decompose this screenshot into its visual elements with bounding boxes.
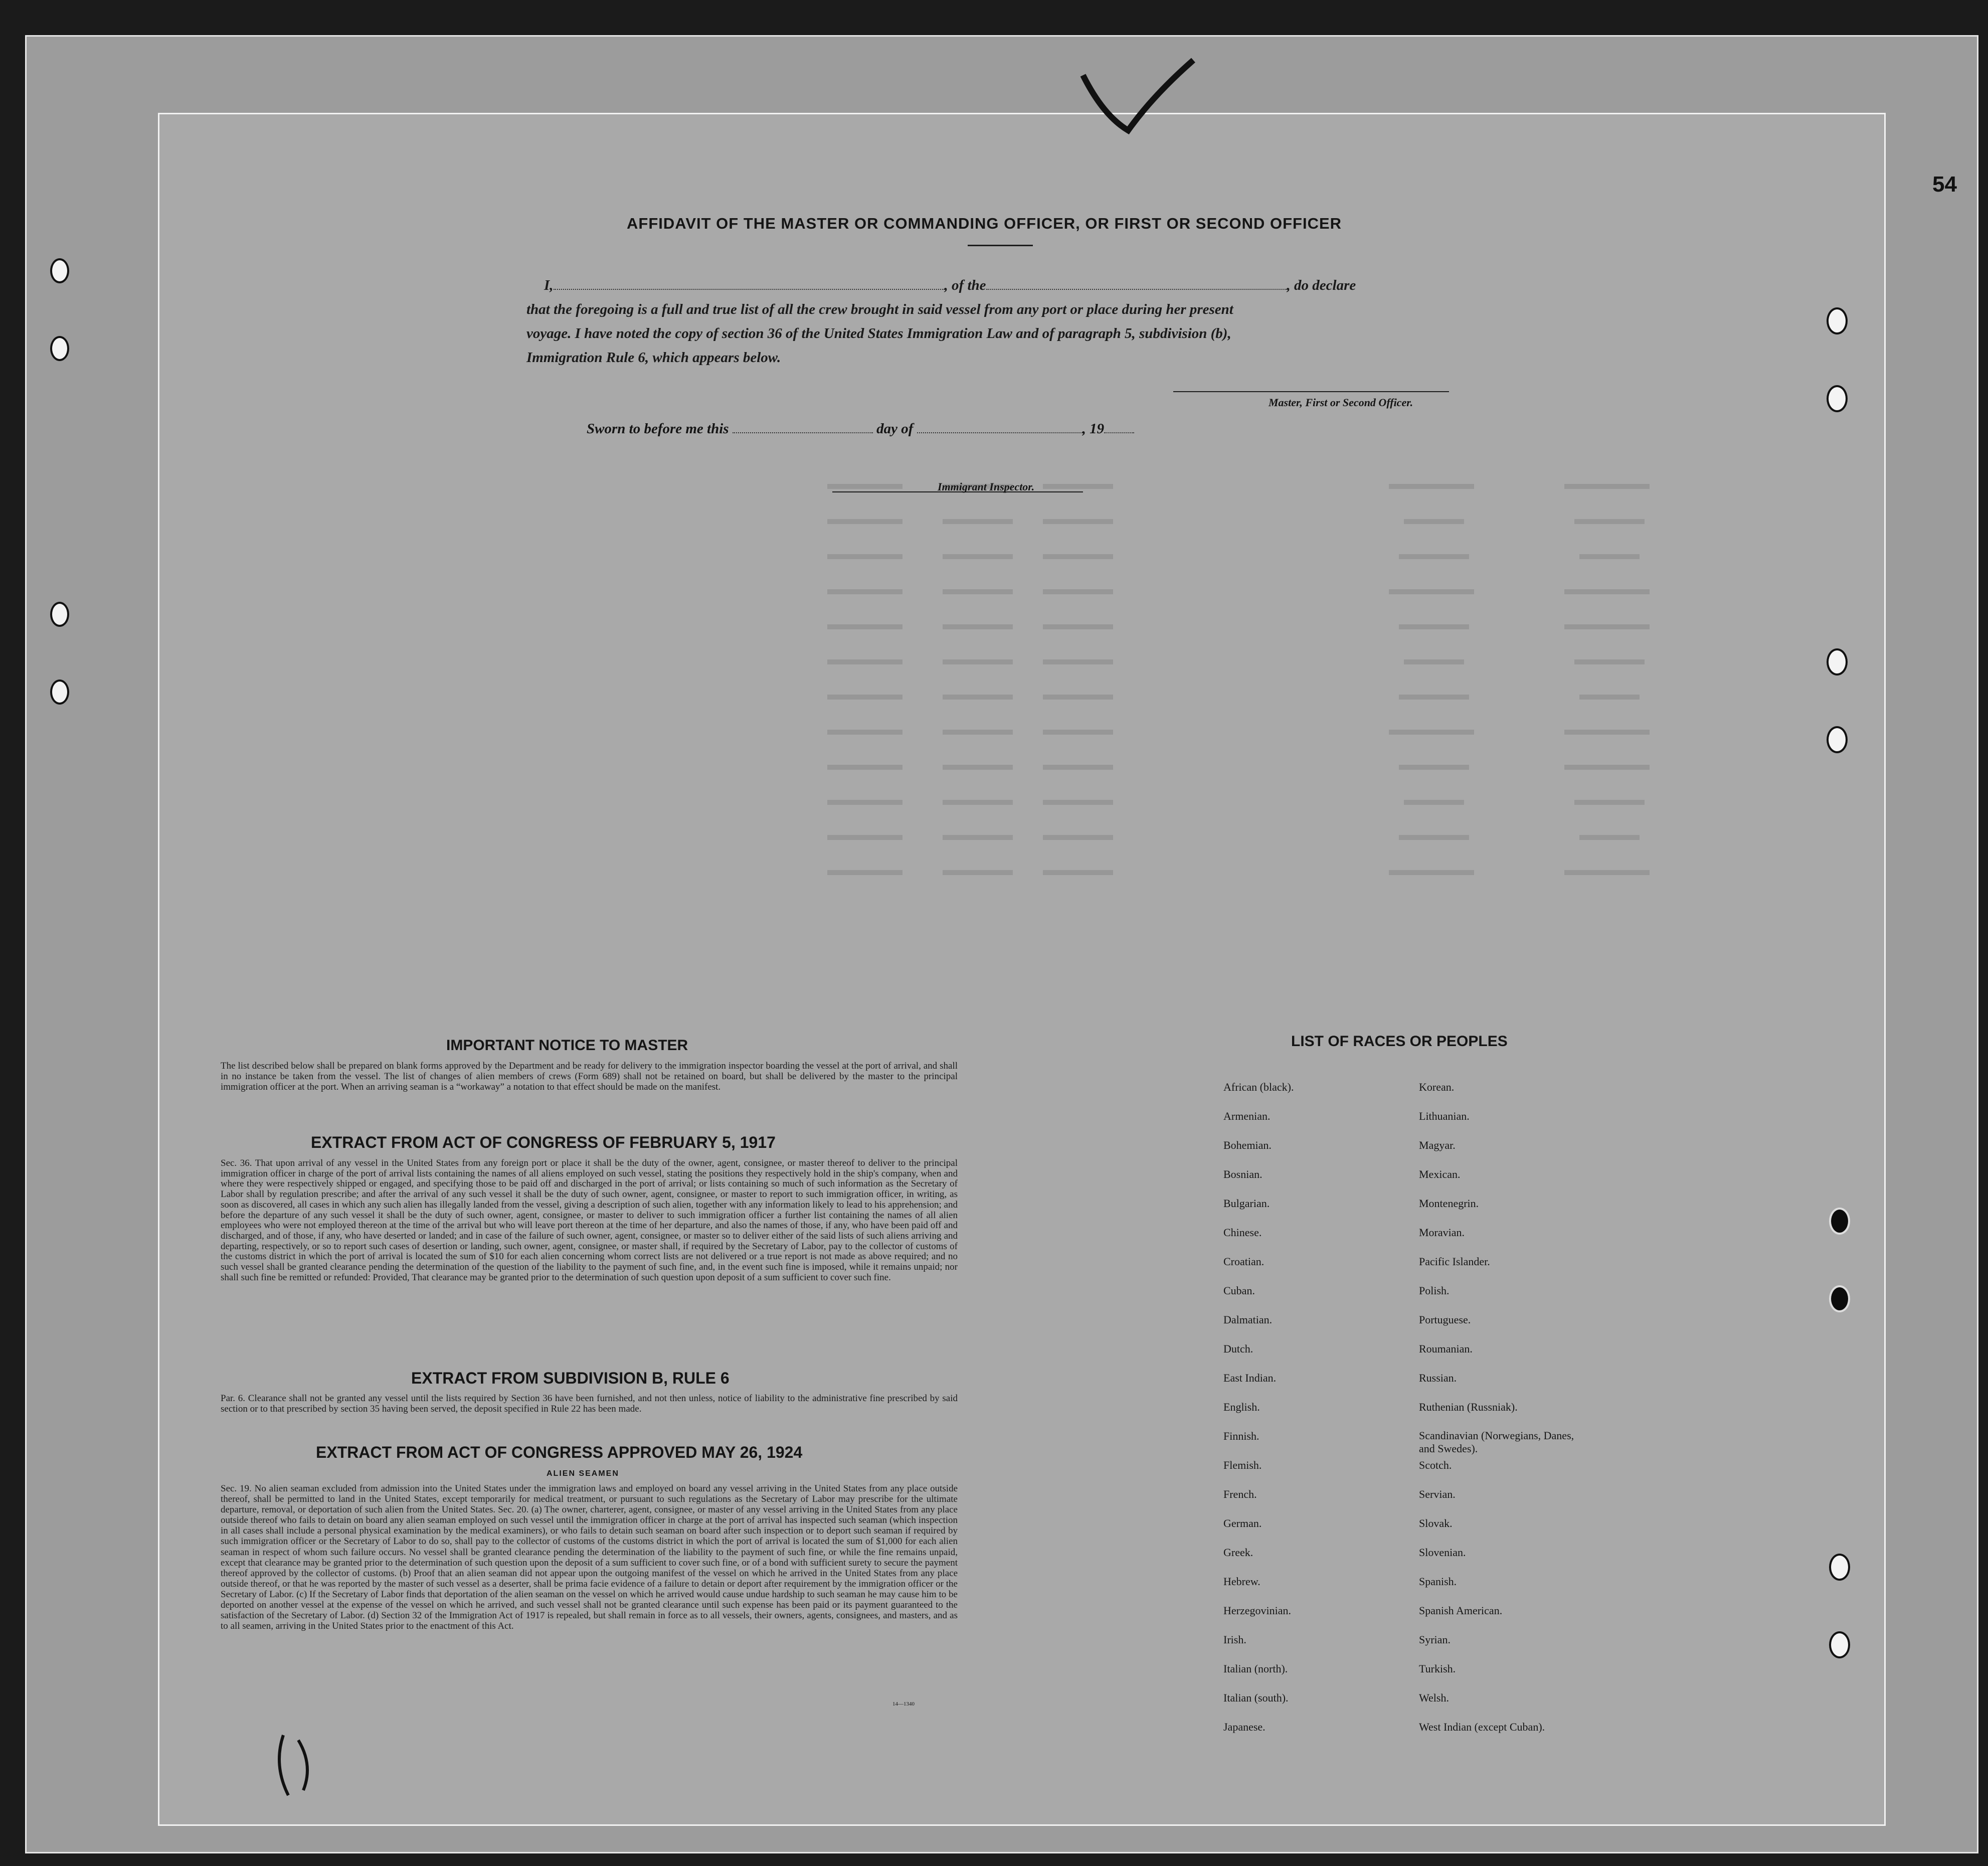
race-item: Welsh.	[1419, 1691, 1449, 1704]
sworn-day-blank[interactable]	[733, 420, 873, 433]
race-item: Russian.	[1419, 1372, 1457, 1384]
declaration-i: I,	[544, 277, 554, 293]
race-item: Spanish American.	[1419, 1604, 1503, 1617]
race-item: Bohemian.	[1223, 1139, 1272, 1151]
race-item: Irish.	[1223, 1633, 1246, 1646]
race-item: German.	[1223, 1517, 1262, 1530]
extract-1924-text: Sec. 19. No alien seaman excluded from admission into the United States under the immigration laws and employed on board any vessel arriving in the United States from any place outside thereof, shall be permitted to land in the United States, except temporarily for medical treatment, or pursuant to such regulations as the Secretary of Labor may prescribe for the ultimate departure, removal, or deportation of such alien from the United States. Sec. 20. (a) The owner, charterer, agent, consignee, or master of any vessel arriving in the United States from any place outside thereof who fails to detain on board any alien seaman employed on such vessel until the immigration officer in charge at the port of arrival has inspected such seaman (which inspection in all cases shall include a personal physical examination by the medical examiners), or who fails to detain such seaman on board after such inspection or to deport such seaman if required by such immigration officer or the Secretary of Labor to do so, shall pay to the collector of customs of the customs district in which the port of arrival is located the sum of $1,000 for each alien seaman in respect of whom such failure occurs. No vessel shall be granted clearance pending the determination of the liability to the payment of such fine, or while the fine remains unpaid, except that clearance may be granted prior to the determination of such question upon the deposit of a sum sufficient to cover such fine, or of a bond with sufficient surety to secure the payment thereof approved by the collector of customs. (b) Proof that an alien seaman did not appear upon the outgoing manifest of the vessel on which he arrived in the United States from any place outside thereof, or that he was reported by the master of such vessel as a deserter, shall be prima facie evidence of a failure to detain or deport after requirement by the immigration officer or the Secretary of Labor. (c) If the Secretary of Labor finds that deportation of the alien seaman on the vessel on which he arrived would cause undue hardship to such seaman he may cause him to be deported on another vessel at the expense of the vessel on which he arrived, and such vessel shall not be granted clearance until such expense has been paid or its payment guaranteed to the satisfaction of the Secretary of Labor. (d) Section 32 of the Immigration Act of 1917 is repealed, but shall remain in force as to all vessels, their owners, agents, consignees, and masters, and as to all seamen, arriving in the United States prior to the enactment of this Act.	[221, 1483, 958, 1632]
race-item: Bulgarian.	[1223, 1197, 1270, 1210]
race-item: Finnish.	[1223, 1430, 1259, 1442]
race-item: Mexican.	[1419, 1168, 1461, 1180]
race-item: Slovak.	[1419, 1517, 1453, 1530]
race-item: Italian (north).	[1223, 1662, 1288, 1675]
races-heading: LIST OF RACES OR PEOPLES	[1291, 1033, 1508, 1050]
race-item: Scotch.	[1419, 1459, 1452, 1471]
binder-hole-icon	[1827, 385, 1848, 412]
declaration-line-2: that the foregoing is a full and true list of all the crew brought in said vessel from any port or place during her present	[526, 301, 1233, 317]
binder-hole-icon	[1829, 1554, 1850, 1581]
extract-rule6-heading: EXTRACT FROM SUBDIVISION B, RULE 6	[411, 1369, 730, 1387]
race-item: Herzegovinian.	[1223, 1604, 1291, 1617]
race-item: Greek.	[1223, 1546, 1253, 1559]
form-number: 14—1340	[892, 1701, 915, 1707]
sworn-year-blank[interactable]	[1104, 420, 1134, 433]
sworn-year: , 19	[1082, 421, 1105, 437]
binder-hole-icon	[50, 680, 69, 705]
race-item: Hebrew.	[1223, 1575, 1260, 1588]
extract-rule6-text: Par. 6. Clearance shall not be granted any vessel until the lists required by Section 36 have been furnished, and not then unless, notice of liability to the administrative fine prescribed by said section or to that prescribed by section 35 having been served, the deposit specified in Rule 22 has been made.	[221, 1393, 958, 1414]
race-item: Dutch.	[1223, 1342, 1253, 1355]
races-right-column	[1419, 1080, 1630, 1749]
race-item: Bosnian.	[1223, 1168, 1262, 1180]
alien-seamen-subheading: ALIEN SEAMEN	[547, 1469, 619, 1478]
race-item: Lithuanian.	[1419, 1110, 1470, 1122]
extract-1917-heading: EXTRACT FROM ACT OF CONGRESS OF FEBRUARY 5, 1917	[311, 1133, 776, 1151]
race-item: Servian.	[1419, 1488, 1456, 1500]
race-item: Japanese.	[1223, 1721, 1266, 1733]
sworn-line	[587, 420, 1134, 437]
sworn-month-blank[interactable]	[917, 420, 1082, 433]
binder-hole-icon	[50, 602, 69, 627]
notice-heading: IMPORTANT NOTICE TO MASTER	[446, 1037, 688, 1054]
race-item: Slovenian.	[1419, 1546, 1466, 1559]
races-left-column	[1223, 1080, 1394, 1749]
affidavit-title: AFFIDAVIT OF THE MASTER OR COMMANDING OFFICER, OR FIRST OR SECOND OFFICER	[627, 215, 1342, 232]
race-item: Armenian.	[1223, 1110, 1271, 1122]
name-blank[interactable]	[554, 277, 945, 290]
race-item: Montenegrin.	[1419, 1197, 1479, 1210]
race-item: West Indian (except Cuban).	[1419, 1721, 1545, 1733]
vessel-blank[interactable]	[986, 277, 1287, 290]
race-item: Croatian.	[1223, 1255, 1264, 1268]
extract-1917-text: Sec. 36. That upon arrival of any vessel in the United States from any foreign port or place it shall be the duty of the owner, agent, consignee, or master thereof to deliver to the principal immigration officer in charge of the port of arrival lists containing the names of all aliens employed on such vessel, stating the positions they respectively hold in the ship's company, when and where they were respectively shipped or engaged, and specifying those to be paid off and discharged in the port of arrival; or lists containing so much of such information as the Secretary of Labor shall by regulation prescribe; and after the arrival of any such vessel it shall be the duty of such owner, agent, consignee, or master to report to such immigration officer, in writing, as soon as discovered, all cases in which any such alien has illegally landed from the vessel, giving a description of such alien, together with any information likely to lead to his apprehension; and before the departure of any such vessel it shall be the duty of such owner, agent, consignee, or master to deliver to such immigration officer a further list containing the names of all alien employees who were not employed thereon at the time of the arrival but who will leave port thereon at the time of her departure, and also the names of those, if any, who have been paid off and discharged, and of those, if any, who have deserted or landed; and in case of the failure of such owner, agent, consignee, or master so to deliver either of the said lists of such aliens arriving and departing, respectively, or so to report such cases of desertion or landing, such owner, agent, consignee, or master shall, if required by the Secretary of Labor, pay to the collector of customs of the customs district in which the port of arrival is located the sum of $10 for each alien concerning whom correct lists are not delivered or a true report is not made as above required; and no such vessel shall be granted clearance pending the determination of the question of the liability to the payment of such fine, and, in the event such fine is imposed, while it remains unpaid; nor shall such fine be remitted or refunded: Provided, That clearance may be granted prior to the determination of such question upon deposit of a sum sufficient to cover such fine.	[221, 1158, 958, 1283]
binder-hole-icon	[50, 336, 69, 361]
race-item: Korean.	[1419, 1081, 1455, 1093]
race-item: Roumanian.	[1419, 1342, 1473, 1355]
inspector-label: Immigrant Inspector.	[938, 480, 1035, 493]
handwritten-check-mark	[1073, 55, 1203, 140]
race-item: Portuguese.	[1419, 1313, 1471, 1326]
master-signature-label: Master, First or Second Officer.	[1269, 396, 1413, 409]
handwritten-mark	[268, 1725, 328, 1805]
declaration-line-4: Immigration Rule 6, which appears below.	[526, 350, 781, 366]
race-item: Ruthenian (Russniak).	[1419, 1401, 1518, 1413]
declaration-of-the: , of the	[944, 277, 986, 293]
race-item: Scandinavian (Norwegians, Danes, and Swedes).	[1419, 1429, 1574, 1455]
race-item: English.	[1223, 1401, 1260, 1413]
sworn-day-of: day of	[876, 421, 914, 437]
extract-1924-heading: EXTRACT FROM ACT OF CONGRESS APPROVED MAY 26, 1924	[316, 1443, 803, 1461]
race-item: Turkish.	[1419, 1662, 1456, 1675]
race-item: Italian (south).	[1223, 1691, 1289, 1704]
race-item: Chinese.	[1223, 1226, 1262, 1239]
race-item: African (black).	[1223, 1081, 1294, 1093]
notice-text: The list described below shall be prepared on blank forms approved by the Department and be ready for delivery to the immigration inspector boarding the vessel at the port of arrival, and shall in no instance be taken from the vessel. The list of changes of alien members of crews (Form 689) shall not be retained on board, but shall be delivered by the master to the principal immigration officer at the port. When an arriving seaman is a “workaway” a notation to that effect should be made on the manifest.	[221, 1061, 958, 1092]
race-item: Pacific Islander.	[1419, 1255, 1490, 1268]
master-signature-line[interactable]	[1173, 391, 1449, 392]
race-item: Syrian.	[1419, 1633, 1451, 1646]
race-item: Magyar.	[1419, 1139, 1456, 1151]
race-item: Dalmatian.	[1223, 1313, 1273, 1326]
declaration-declare: , do declare	[1287, 277, 1356, 293]
declaration-text	[526, 273, 1469, 370]
binder-hole-icon	[50, 258, 69, 283]
race-item: Moravian.	[1419, 1226, 1465, 1239]
sworn-prefix: Sworn to before me this	[587, 421, 729, 437]
race-item: Cuban.	[1223, 1284, 1255, 1297]
page-number: 54	[1932, 172, 1957, 197]
race-item: Spanish.	[1419, 1575, 1457, 1588]
race-item: French.	[1223, 1488, 1257, 1500]
binder-hole-icon	[1827, 307, 1848, 334]
race-item: Polish.	[1419, 1284, 1450, 1297]
binder-hole-icon	[1829, 1631, 1850, 1658]
declaration-line-1	[526, 273, 1469, 297]
race-item: East Indian.	[1223, 1372, 1277, 1384]
declaration-line-3: voyage. I have noted the copy of section 36 of the United States Immigration Law and of paragraph 5, subdivision (b),	[526, 325, 1231, 342]
race-item: Flemish.	[1223, 1459, 1262, 1471]
title-underline	[968, 245, 1033, 246]
